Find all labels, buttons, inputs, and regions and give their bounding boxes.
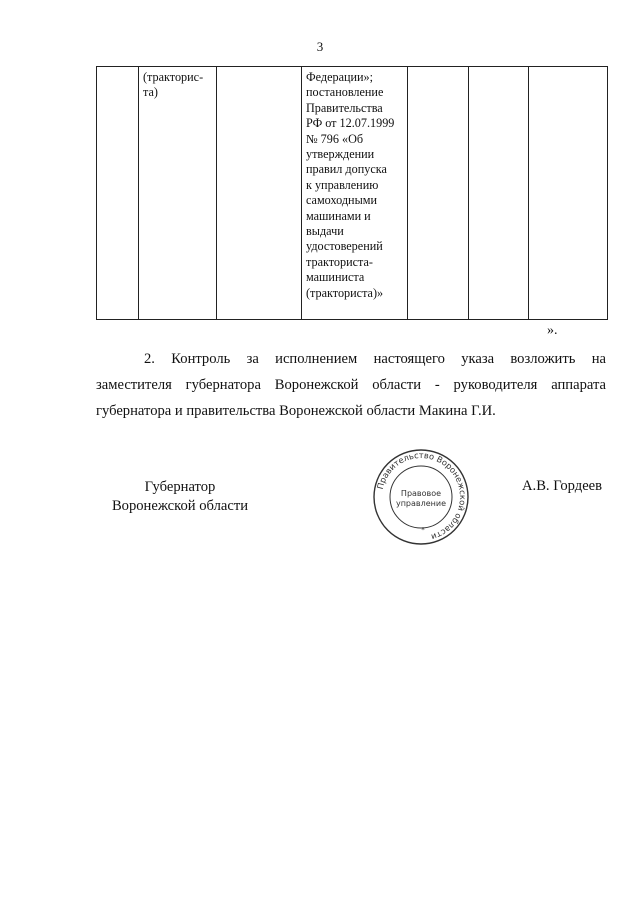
seal-center-line: Правовое [400,489,442,498]
cell-line: к управлению [306,177,379,192]
cell-line: правил допуска [306,162,387,177]
cell-line: та) [143,85,158,100]
seal-star-icon: * [421,526,425,534]
cell-line: № 796 «Об [306,131,364,146]
cell-line: самоходными [306,193,377,208]
paragraph-rest: заместителя губернатора Воронежской области - руководителя аппарата губернатора и правительства Воронежской области Макина Г.И. [96,377,606,419]
official-seal [371,447,471,547]
cell-line: Федерации»; [306,70,374,84]
cell-line: утверждении [306,147,375,162]
cell-line: удостоверений [306,239,383,254]
page-number: 3 [316,39,324,54]
closing-quote: ». [547,323,558,338]
table-cell-col2 [143,70,203,101]
cell-line: (тракторис- [143,70,204,84]
signatory-name: А.В. Гордеев [522,478,603,494]
cell-line: машиниста [306,270,365,285]
cell-line: РФ от 12.07.1999 [306,116,395,131]
cell-line: машинами и [306,208,371,223]
cell-line: постановление [306,85,384,100]
seal-ring-text: Правительство Воронежской области [374,449,469,543]
table-cell-col4 [306,70,394,301]
cell-line: выдачи [306,224,344,239]
position-line: Воронежской области [111,498,249,514]
control-paragraph [96,346,606,424]
signatory-position [100,478,260,516]
cell-line: Правительства [306,100,383,115]
seal-center-line: управление [395,499,447,508]
position-line: Губернатор [144,479,216,495]
paragraph-first-line: 2. Контроль за исполнением настоящего указа возложить на [144,351,606,367]
cell-line: тракториста- [306,254,373,269]
cell-line: (тракториста)» [306,285,384,300]
